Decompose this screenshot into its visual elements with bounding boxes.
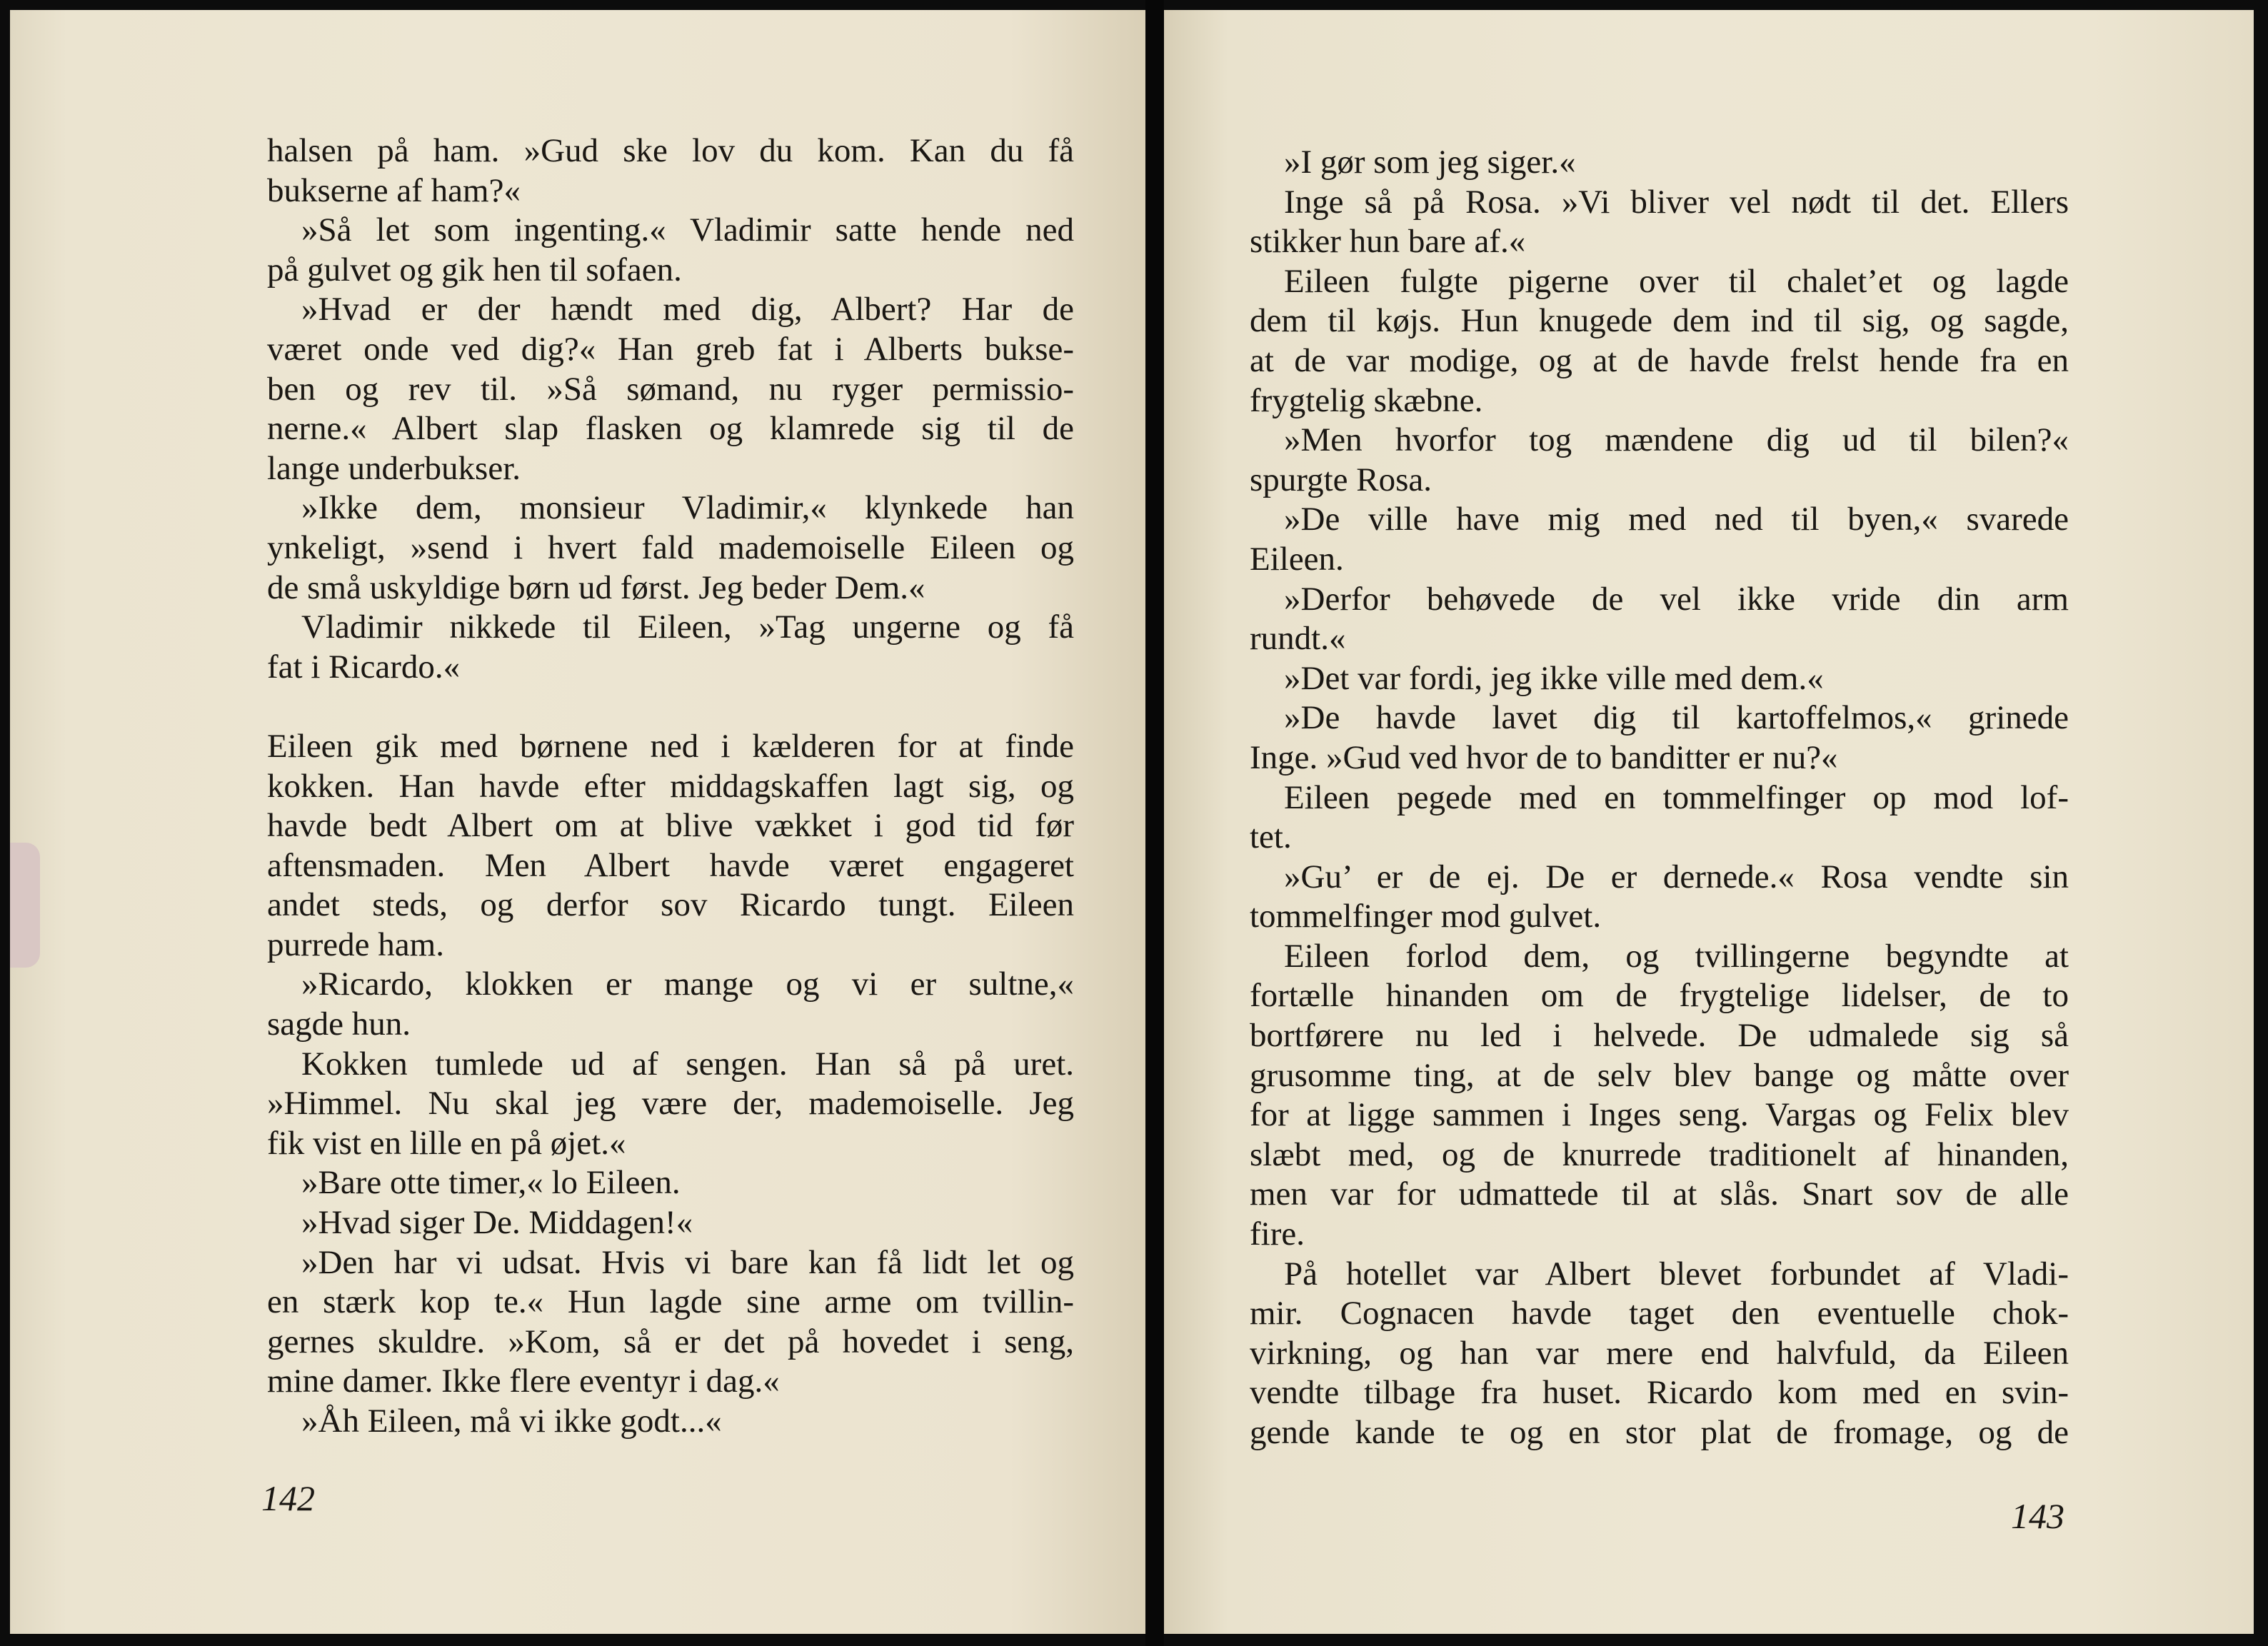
text-line: kokken. Han havde efter middagskaffen lagt sig, og: [267, 767, 1074, 805]
text-line: »Bare otte timer,« lo Eileen.: [301, 1164, 681, 1202]
text-line: fire.: [1250, 1215, 1305, 1253]
page-edge-tab: [10, 843, 40, 968]
text-line: Eileen.: [1250, 540, 1344, 578]
text-line: frygtelig skæbne.: [1250, 381, 1483, 419]
text-line: tommelfinger mod gulvet.: [1250, 898, 1602, 935]
text-line: Eileen pegede med en tommelfinger op mod lof-: [1284, 778, 2069, 816]
text-line: bortførere nu led i helvede. De udmalede sig så: [1250, 1017, 2069, 1055]
text-line: »Gu’ er de ej. De er dernede.« Rosa vendte sin: [1284, 858, 2069, 895]
text-line: på gulvet og gik hen til sofaen.: [267, 251, 682, 288]
left-page-number: 142: [261, 1478, 315, 1518]
text-line: »Ricardo, klokken er mange og vi er sultne,«: [301, 965, 1074, 1003]
text-line: været onde ved dig?« Han greb fat i Alberts bukse-: [267, 330, 1074, 368]
text-line: »Ikke dem, monsieur Vladimir,« klynkede han: [301, 489, 1074, 527]
text-line: aftensmaden. Men Albert havde været engageret: [267, 846, 1074, 884]
text-line: andet steds, og derfor sov Ricardo tungt. Eileen: [267, 886, 1074, 924]
text-line: »Så let som ingenting.« Vladimir satte hende ned: [301, 211, 1074, 249]
text-line: gende kande te og en stor plat de fromage, og de: [1250, 1414, 2069, 1451]
right-page: [1164, 10, 2254, 1634]
text-line: halsen på ham. »Gud ske lov du kom. Kan du få: [267, 132, 1074, 169]
text-line: Kokken tumlede ud af sengen. Han så på uret.: [301, 1045, 1074, 1083]
text-line: for at ligge sammen i Inges seng. Vargas og Felix blev: [1250, 1096, 2069, 1134]
text-line: Eileen forlod dem, og tvillingerne begyndte at: [1284, 937, 2069, 975]
text-line: en stærk kop te.« Hun lagde sine arme om tvillin-: [267, 1283, 1074, 1321]
text-line: »De havde lavet dig til kartoffelmos,« grinede: [1284, 699, 2069, 737]
text-line: purrede ham.: [267, 925, 444, 963]
text-line: sagde hun.: [267, 1005, 411, 1043]
text-line: På hotellet var Albert blevet forbundet af Vladi-: [1284, 1255, 2069, 1293]
text-line: fik vist en lille en på øjet.«: [267, 1124, 626, 1162]
text-line: grusomme ting, at de selv blev bange og måtte over: [1250, 1056, 2069, 1094]
text-line: Inge. »Gud ved hvor de to banditter er nu?«: [1250, 738, 1838, 776]
text-line: stikker hun bare af.«: [1250, 223, 1526, 261]
text-line: »Hvad er der hændt med dig, Albert? Har de: [301, 291, 1074, 328]
text-line: gernes skuldre. »Kom, så er det på hovedet i seng,: [267, 1323, 1074, 1360]
text-line: slæbt med, og de knurrede traditionelt af hinanden,: [1250, 1135, 2069, 1173]
text-line: vendte tilbage fra huset. Ricardo kom med en svin-: [1250, 1374, 2069, 1412]
text-line: ynkeligt, »send i hvert fald mademoiselle Eileen og: [267, 528, 1074, 566]
text-line: bukserne af ham?«: [267, 171, 521, 209]
right-page-body: [1250, 143, 2069, 1453]
text-line: Vladimir nikkede til Eileen, »Tag ungerne og få: [301, 608, 1074, 646]
left-page: [10, 10, 1145, 1634]
text-line: »Himmel. Nu skal jeg være der, mademoiselle. Jeg: [267, 1085, 1074, 1123]
text-line: mir. Cognacen havde taget den eventuelle chok-: [1250, 1295, 2069, 1333]
book-gutter: [1145, 0, 1164, 1646]
left-page-body: [267, 131, 1074, 1442]
text-line: »Den har vi udsat. Hvis vi bare kan få lidt let og: [301, 1243, 1074, 1281]
text-line: »Derfor behøvede de vel ikke vride din arm: [1284, 580, 2069, 618]
right-page-number: 143: [2011, 1496, 2064, 1536]
text-line: Eileen gik med børnene ned i kælderen for at finde: [267, 727, 1074, 765]
text-line: »I gør som jeg siger.«: [1284, 144, 1576, 181]
text-line: virkning, og han var mere end halvfuld, da Eileen: [1250, 1334, 2069, 1372]
text-line: »Det var fordi, jeg ikke ville med dem.«: [1284, 659, 1824, 697]
text-line: »Hvad siger De. Middagen!«: [301, 1204, 693, 1242]
paragraph-break: [267, 687, 1074, 727]
text-line: dem til køjs. Hun knugede dem ind til sig, og sagde,: [1250, 302, 2069, 340]
text-line: tet.: [1250, 818, 1292, 856]
text-line: men var for udmattede til at slås. Snart sov de alle: [1250, 1175, 2069, 1213]
text-line: spurgte Rosa.: [1250, 461, 1432, 498]
text-line: fortælle hinanden om de frygtelige lidelser, de to: [1250, 977, 2069, 1015]
text-line: »Åh Eileen, må vi ikke godt...«: [301, 1402, 722, 1440]
text-line: havde bedt Albert om at blive vækket i god tid før: [267, 807, 1074, 845]
text-line: ben og rev til. »Så sømand, nu ryger permissio-: [267, 370, 1074, 408]
text-line: nerne.« Albert slap flasken og klamrede sig til de: [267, 410, 1074, 448]
text-line: »De ville have mig med ned til byen,« svarede: [1284, 501, 2069, 538]
text-line: »Men hvorfor tog mændene dig ud til bilen?«: [1284, 421, 2069, 459]
text-line: de små uskyldige børn ud først. Jeg beder Dem.«: [267, 568, 925, 606]
text-line: rundt.«: [1250, 620, 1346, 658]
text-line: lange underbukser.: [267, 449, 521, 487]
text-line: fat i Ricardo.«: [267, 648, 461, 686]
text-line: Inge så på Rosa. »Vi bliver vel nødt til det. Ellers: [1284, 183, 2069, 221]
text-line: mine damer. Ikke flere eventyr i dag.«: [267, 1363, 780, 1400]
text-line: at de var modige, og at de havde frelst hende fra en: [1250, 341, 2069, 379]
text-line: Eileen fulgte pigerne over til chalet’et og lagde: [1284, 262, 2069, 300]
